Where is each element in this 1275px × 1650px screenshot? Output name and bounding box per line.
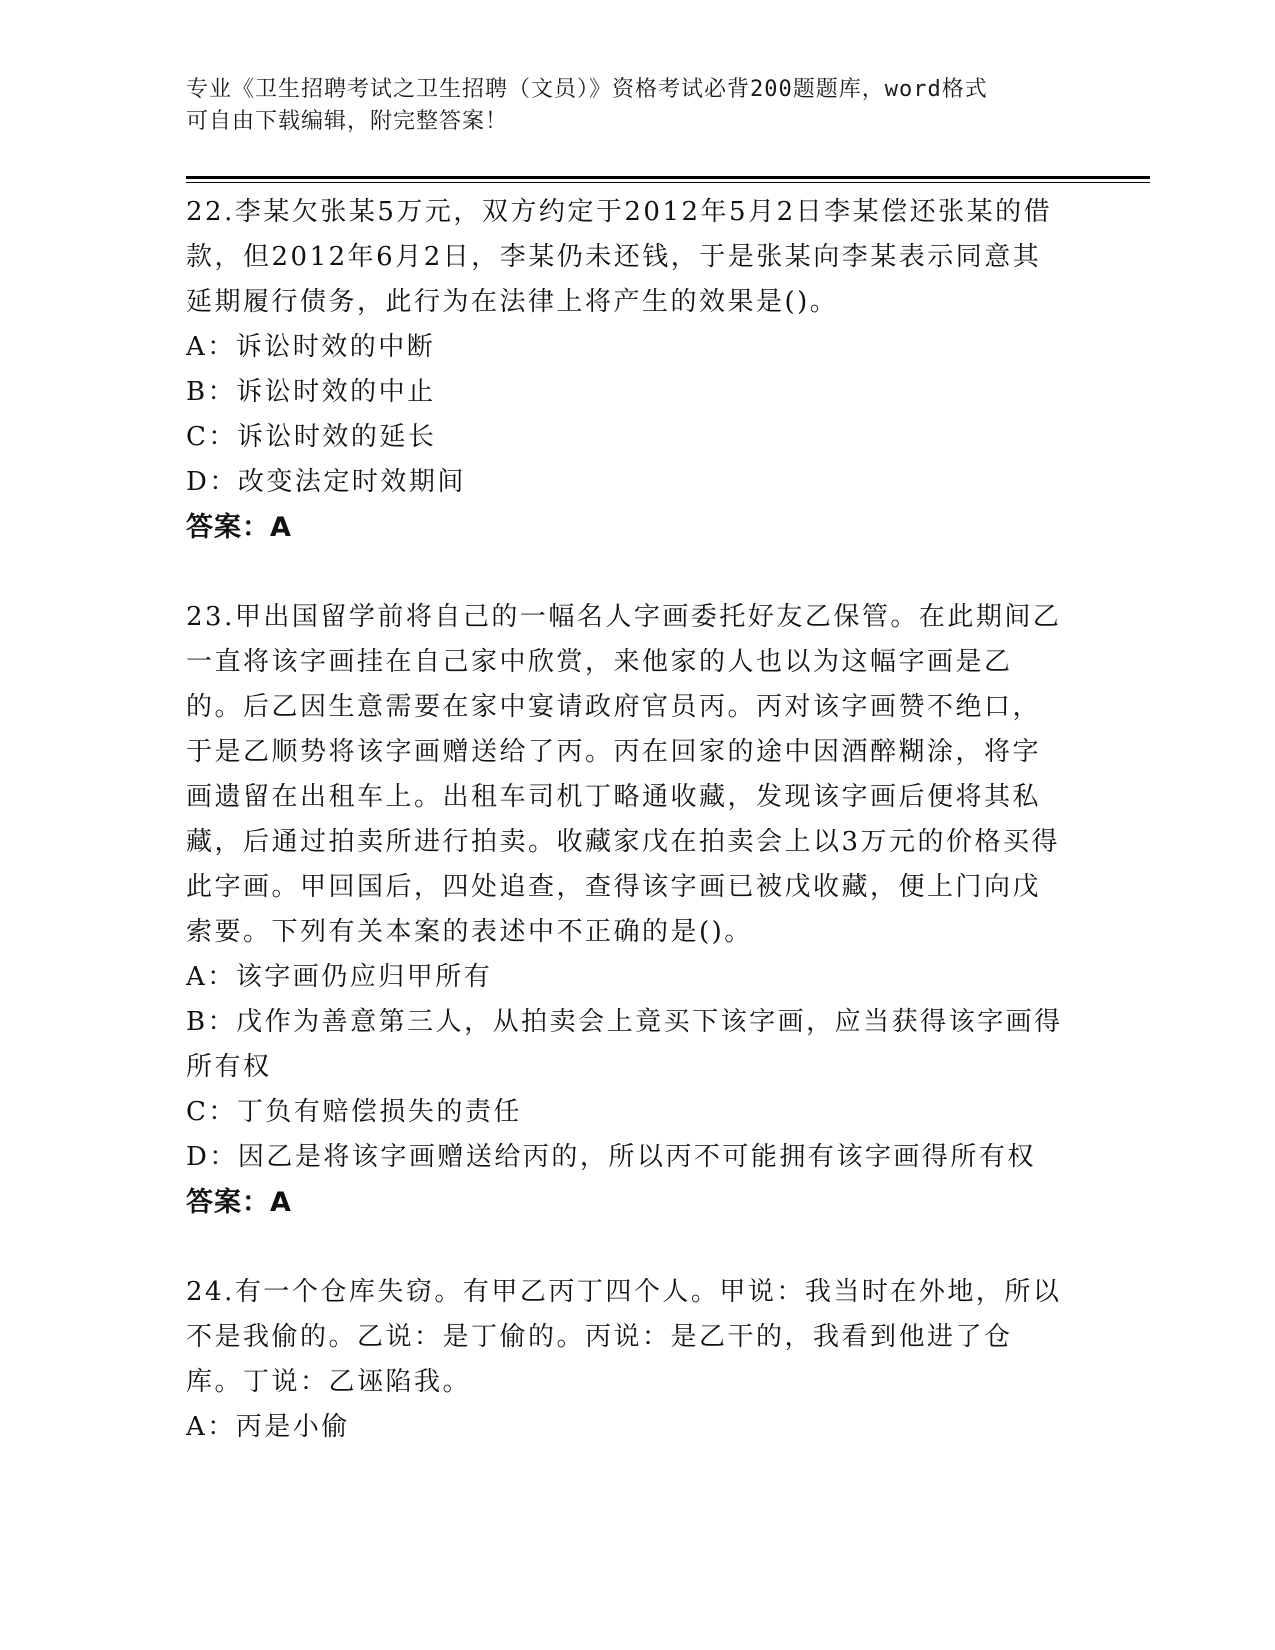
option-a: A：该字画仍应归甲所有 — [186, 962, 493, 992]
header-line-2: 可自由下载编辑，附完整答案！ — [186, 109, 509, 134]
question-list — [186, 190, 1066, 1450]
option-a: A：丙是小偷 — [186, 1412, 350, 1442]
question-24 — [186, 1270, 1066, 1450]
option-d: D：因乙是将该字画赠送给丙的，所以丙不可能拥有该字画得所有权 — [186, 1142, 1036, 1172]
question-stem: 23.甲出国留学前将自己的一幅名人字画委托好友乙保管。在此期间乙一直将该字画挂在自己家中欣赏，来他家的人也以为这幅字画是乙的。后乙因生意需要在家中宴请政府官员丙。丙对该字画赞不绝口，于是乙顺势将该字画赠送给了丙。丙在回家的途中因酒醉糊涂，将字画遗留在出租车上。出租车司机丁略通收藏，发现该字画后便将其私藏，后通过拍卖所进行拍卖。收藏家戊在拍卖会上以3万元的价格买得此字画。甲回国后，四处追查，查得该字画已被戊收藏，便上门向戊索要。下列有关本案的表述中不正确的是()。 — [186, 602, 1062, 947]
header-rule-thick — [186, 176, 1150, 179]
document-header — [186, 74, 1066, 138]
question-23 — [186, 595, 1066, 1225]
question-stem: 22.李某欠张某5万元，双方约定于2012年5月2日李某偿还张某的借款，但2012年6月2日，李某仍未还钱，于是张某向李某表示同意其延期履行债务，此行为在法律上将产生的效果是()。 — [186, 197, 1053, 317]
option-d: D：改变法定时效期间 — [186, 467, 466, 497]
answer-line: 答案：A — [186, 512, 292, 543]
option-b: B：诉讼时效的中止 — [186, 377, 436, 407]
option-c: C：丁负有赔偿损失的责任 — [186, 1097, 522, 1127]
header-rule-thin — [186, 182, 1150, 183]
answer-line: 答案：A — [186, 1187, 292, 1218]
option-b: B：戊作为善意第三人，从拍卖会上竟买下该字画，应当获得该字画得所有权 — [186, 1007, 1063, 1082]
option-c: C：诉讼时效的延长 — [186, 422, 437, 452]
option-a: A：诉讼时效的中断 — [186, 332, 436, 362]
question-stem: 24.有一个仓库失窃。有甲乙丙丁四个人。甲说：我当时在外地，所以不是我偷的。乙说：是丁偷的。丙说：是乙干的，我看到他进了仓库。丁说：乙诬陷我。 — [186, 1277, 1062, 1397]
question-22 — [186, 190, 1066, 550]
header-line-1: 专业《卫生招聘考试之卫生招聘（文员）》资格考试必背200题题库，word格式 — [186, 77, 988, 102]
